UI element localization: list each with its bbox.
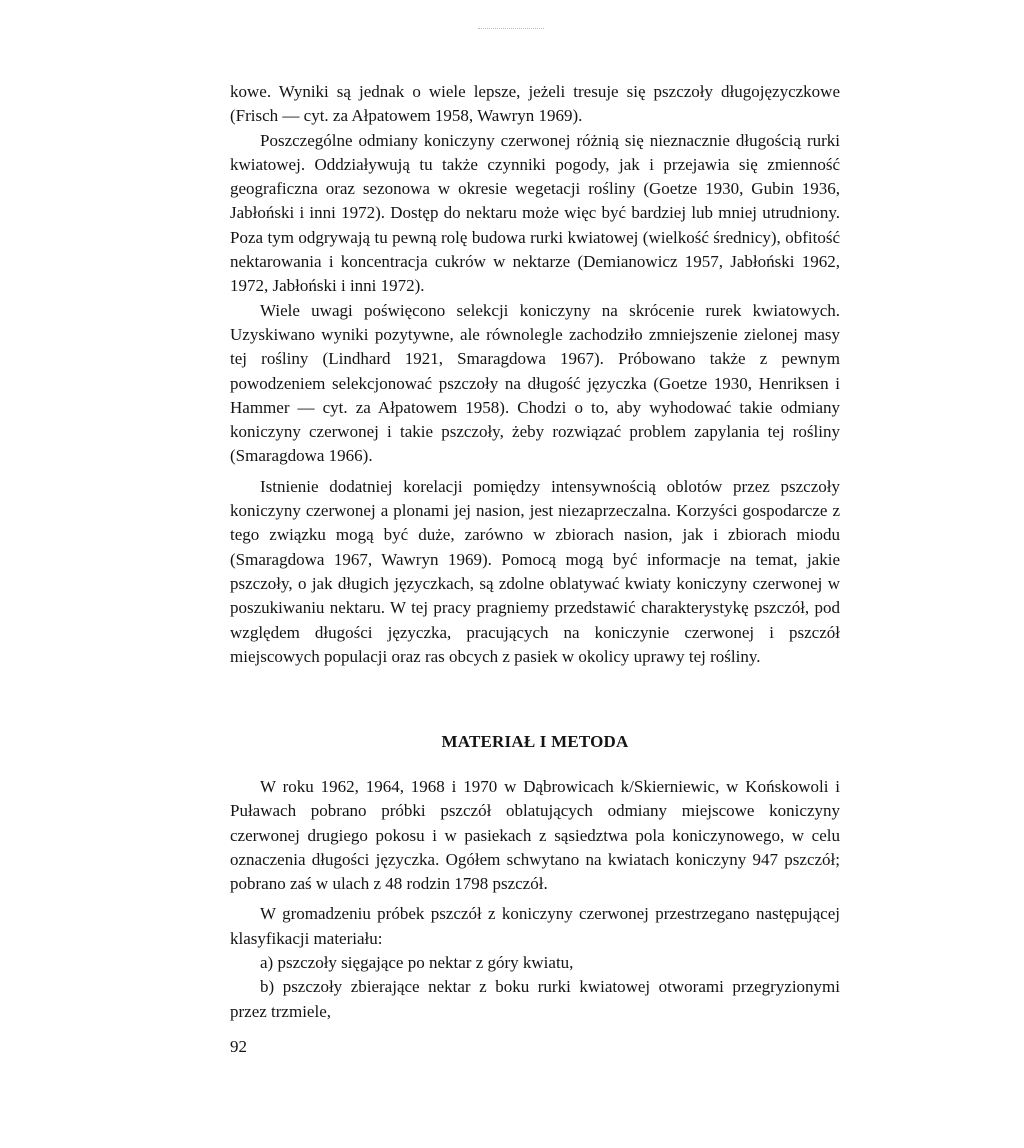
paragraph-sampling: W roku 1962, 1964, 1968 i 1970 w Dąbrowicach k/Skierniewic, w Końskowoli i Puławach pobrano próbki pszczół oblatujących odmiany miejscowe koniczyny czerwonej drugiego pokosu i w pasiekach z sąsiedztwa pola koniczynowego, w celu oznaczenia długości języczka. Ogółem schwytano na kwiatach koniczyny 947 pszczół; pobrano zaś w ulach z 48 rodzin 1798 pszczół. [230, 777, 840, 894]
list-item-a: a) pszczoły sięgające po nektar z góry kwiatu, [260, 953, 574, 973]
paragraph-correlation: Istnienie dodatniej korelacji pomiędzy intensywnością oblotów przez pszczoły koniczyny czerwonej a plonami jej nasion, jest niezaprzeczalna. Korzyści gospodarcze z tego związku mogą być duże, zarówno w zbiorach nasion, jak i zbiorach miodu (Smaragdowa 1967, Wawryn 1969). Pomocą mogą być informacje na temat, jakie pszczoły, o jak długich języczkach, są zdolne oblatywać kwiaty koniczyny czerwonej w poszukiwaniu nektaru. W tej pracy pragniemy przedstawić charakterystykę pszczół, pod względem długości języczka, pracujących na koniczynie czerwonej i pszczół miejscowych populacji oraz ras obcych z pasiek w okolicy uprawy tej rośliny. [230, 476, 840, 666]
scan-artifact [478, 28, 544, 29]
paragraph-classification: W gromadzeniu próbek pszczół z koniczyny czerwonej przestrzegano następującej klasyfikacji materiału: [230, 904, 840, 948]
section-heading: MATERIAŁ I METODA [441, 732, 629, 751]
body-text-bottom [230, 775, 840, 1024]
list-item-b: b) pszczoły zbierające nektar z boku rurki kwiatowej otworami przegryzionymi przez trzmiele, [230, 977, 840, 1021]
paragraph-clover-varieties: Poszczególne odmiany koniczyny czerwonej różnią się nieznacznie długością rurki kwiatowej. Oddziaływują tu także czynniki pogody, jak i przejawia się zmienność geograficzna oraz sezonowa w okresie wegetacji rośliny (Goetze 1930, Gubin 1936, Jabłoński i inni 1972). Dostęp do nektaru może więc być bardziej lub mniej utrudniony. Poza tym odgrywają tu pewną rolę budowa rurki kwiatowej (wielkość średnicy), obfitość nektarowania i koncentracja cukrów w nektarze (Demianowicz 1957, Jabłoński 1962, 1972, Jabłoński i inni 1972). [230, 130, 840, 296]
page-number: 92 [230, 1037, 247, 1056]
body-text-top [230, 80, 840, 669]
intro-paragraph: kowe. Wyniki są jednak o wiele lepsze, jeżeli tresuje się pszczoły długojęzyczkowe (Frisch — cyt. za Ałpatowem 1958, Wawryn 1969). [230, 82, 840, 126]
paragraph-selection: Wiele uwagi poświęcono selekcji koniczyny na skrócenie rurek kwiatowych. Uzyskiwano wyniki pozytywne, ale równolegle zachodziło zmniejszenie zielonej masy tej rośliny (Lindhard 1921, Smaragdowa 1967). Próbowano także z pewnym powodzeniem selekcjonować pszczoły na długość języczka (Goetze 1930, Henriksen i Hammer — cyt. za Ałpatowem 1958). Chodzi o to, aby wyhodować takie odmiany koniczyny czerwonej i takie pszczoły, żeby rozwiązać problem zapylania tej rośliny (Smaragdowa 1966). [230, 300, 840, 466]
